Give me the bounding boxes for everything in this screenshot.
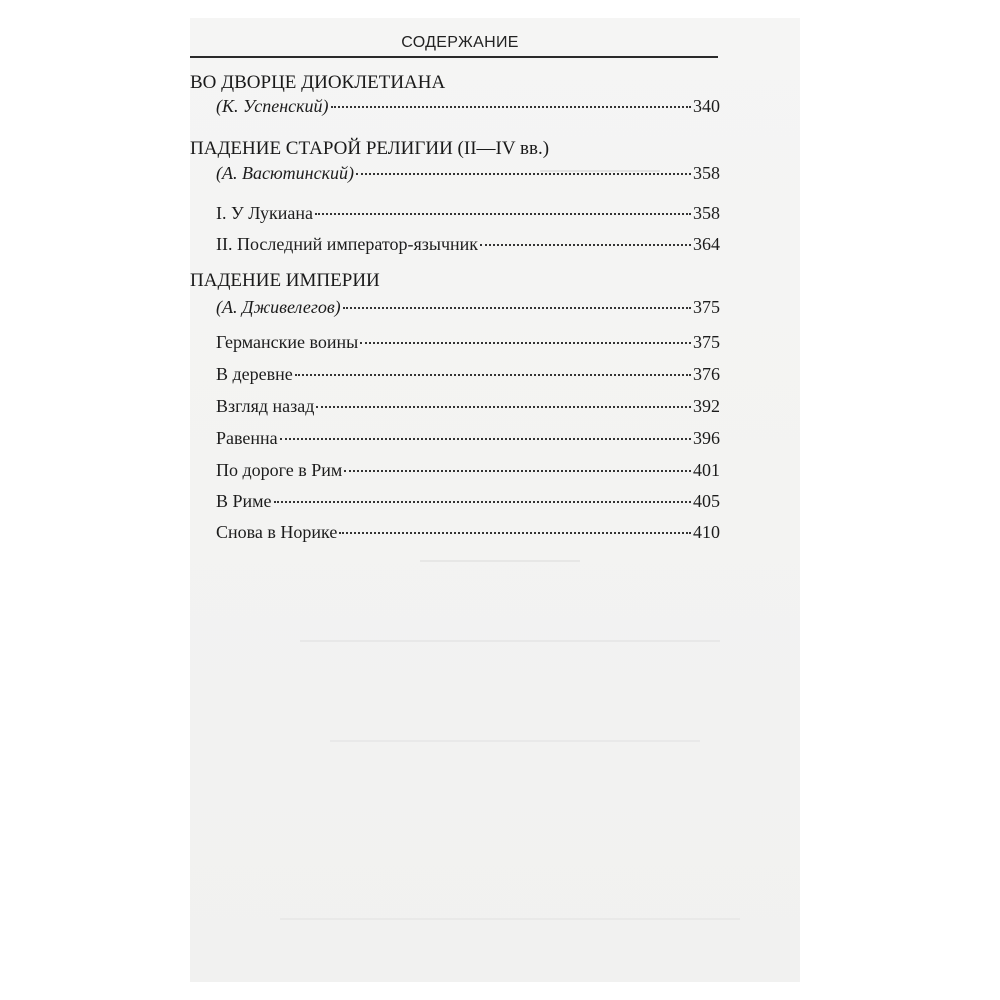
toc-entry[interactable] <box>216 396 720 420</box>
bleed-through-lines <box>330 740 700 742</box>
dot-leader <box>343 307 691 309</box>
bleed-through-lines <box>420 560 580 562</box>
bleed-through-lines <box>300 640 720 642</box>
toc-entry[interactable] <box>216 491 720 515</box>
toc-entry-label: Снова в Норике <box>216 522 338 542</box>
toc-entry-label: Германские воины <box>216 332 359 352</box>
toc-entry-page: 375 <box>693 297 720 317</box>
toc-entry[interactable] <box>216 203 720 227</box>
toc-entry-label: По дороге в Рим <box>216 460 343 480</box>
toc-entry-page: 405 <box>693 491 720 511</box>
toc-entry-page: 401 <box>693 460 720 480</box>
toc-entry-page: 375 <box>693 332 720 352</box>
toc-entry[interactable] <box>216 522 720 546</box>
toc-entry[interactable] <box>216 163 720 187</box>
toc-entry[interactable] <box>216 460 720 484</box>
toc-section-title: ПАДЕНИЕ ИМПЕРИИ <box>190 270 380 291</box>
toc-entry-page: 376 <box>693 364 720 384</box>
toc-entry-label: II. Последний император-язычник <box>216 234 479 254</box>
toc-entry-label: Равенна <box>216 428 278 448</box>
toc-entry-page: 410 <box>693 522 720 542</box>
toc-entry-label: (А. Дживелегов) <box>216 297 341 317</box>
toc-entry-page: 392 <box>693 396 720 416</box>
toc-section-title: ПАДЕНИЕ СТАРОЙ РЕЛИГИИ (II—IV вв.) <box>190 138 550 159</box>
toc-entry[interactable] <box>216 332 720 356</box>
dot-leader <box>339 532 691 534</box>
toc-entry-label: Взгляд назад <box>216 396 315 416</box>
dot-leader <box>274 501 691 503</box>
dot-leader <box>316 406 691 408</box>
toc-entry-label: В деревне <box>216 364 293 384</box>
toc-entry[interactable] <box>216 297 720 321</box>
toc-section-title: ВО ДВОРЦЕ ДИОКЛЕТИАНА <box>190 72 446 93</box>
toc-entry-page: 396 <box>693 428 720 448</box>
dot-leader <box>480 244 691 246</box>
dot-leader <box>360 342 691 344</box>
toc-entry[interactable] <box>216 364 720 388</box>
dot-leader <box>356 173 691 175</box>
dot-leader <box>331 106 691 108</box>
dot-leader <box>315 213 691 215</box>
toc-entry-page: 364 <box>693 234 720 254</box>
toc-entry-label: В Риме <box>216 491 272 511</box>
dot-leader <box>295 374 691 376</box>
dot-leader <box>344 470 691 472</box>
toc-entry-page: 340 <box>693 96 720 116</box>
bleed-through-lines <box>280 918 740 920</box>
running-header: СОДЕРЖАНИЕ <box>401 34 519 51</box>
toc-entry-label: (К. Успенский) <box>216 96 329 116</box>
toc-entry[interactable] <box>216 234 720 258</box>
header-rule <box>190 56 718 58</box>
toc-entry[interactable] <box>216 96 720 120</box>
toc-entry-label: I. У Лукиана <box>216 203 313 223</box>
dot-leader <box>280 438 691 440</box>
toc-entry-label: (А. Васютинский) <box>216 163 354 183</box>
toc-entry[interactable] <box>216 428 720 452</box>
toc-entry-page: 358 <box>693 163 720 183</box>
toc-entry-page: 358 <box>693 203 720 223</box>
